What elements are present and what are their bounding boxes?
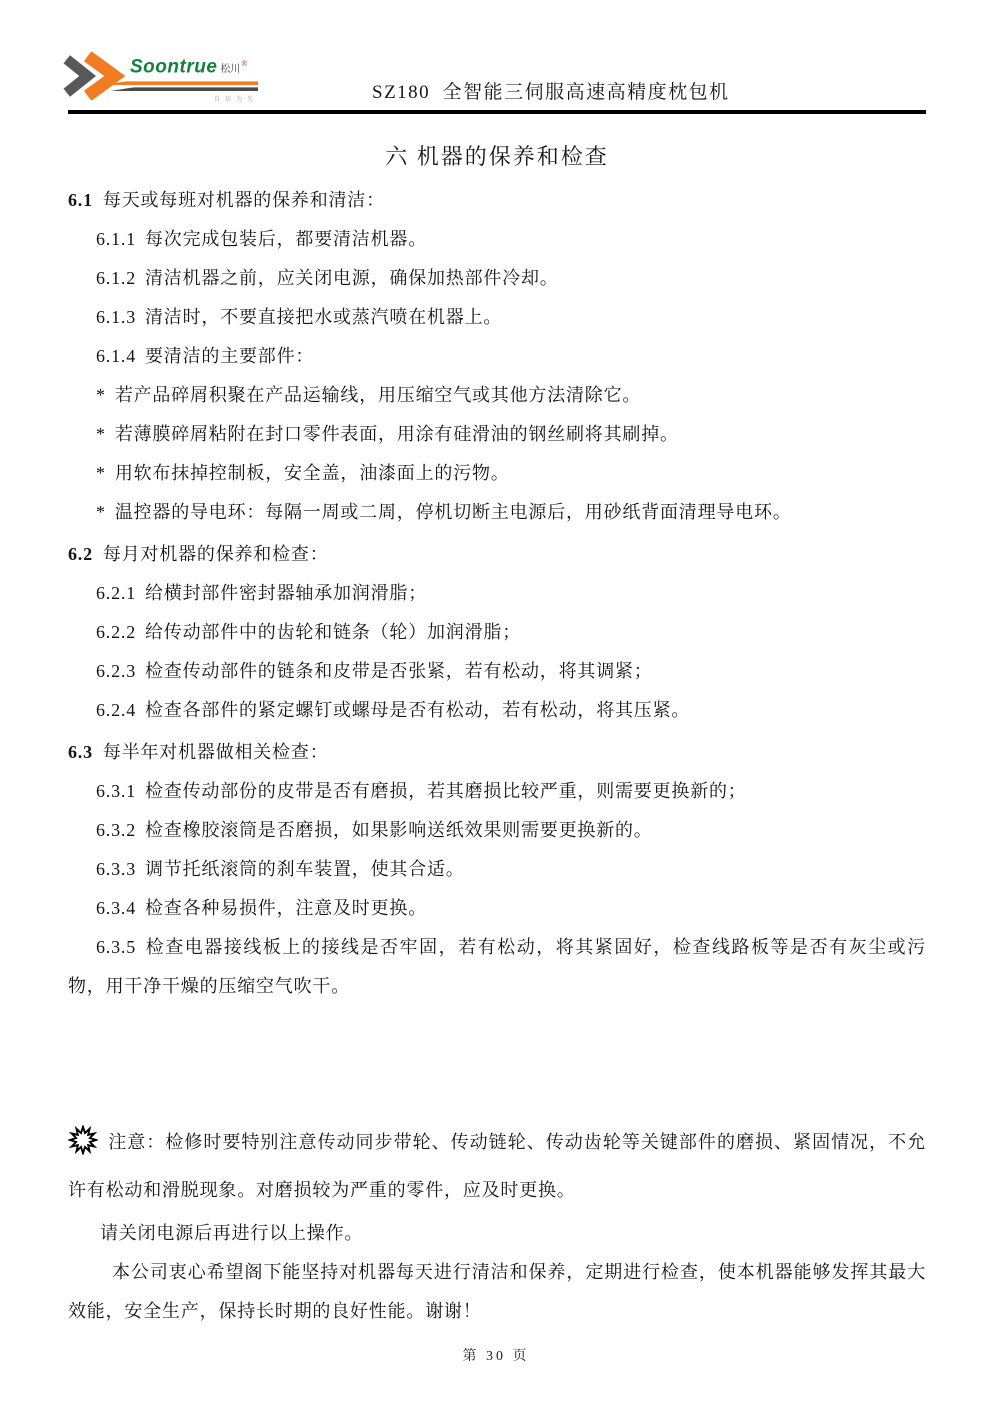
item-text: 检查传动部份的皮带是否有磨损，若其磨损比较严重，则需要更换新的； — [145, 781, 747, 801]
item-number: 6.3.2 — [96, 820, 136, 840]
logo-bar-gray — [108, 87, 258, 91]
section-number: 6.3 — [68, 742, 93, 762]
list-item — [68, 811, 926, 850]
item-text: 给传动部件中的齿轮和链条（轮）加润滑脂； — [145, 622, 521, 642]
item-text: 调节托纸滚筒的刹车装置，使其合适。 — [145, 859, 465, 879]
section-heading-6-1 — [68, 181, 926, 220]
page-header — [0, 0, 992, 114]
list-item — [68, 652, 926, 691]
item-text: 每次完成包装后，都要清洁机器。 — [145, 229, 427, 249]
logo-slogan: 自信为先 — [213, 97, 258, 104]
item-number: 6.3.4 — [96, 898, 136, 918]
logo-bar-orange — [100, 81, 258, 85]
item-text: 温控器的导电环：每隔一周或二周，停机切断主电源后，用砂纸背面清理导电环。 — [114, 502, 792, 522]
section-heading-6-3 — [68, 733, 926, 772]
soontrue-logo — [60, 52, 258, 103]
list-item — [68, 850, 926, 889]
list-item — [68, 928, 926, 1006]
item-number: 6.3.3 — [96, 859, 136, 879]
list-item — [68, 259, 926, 298]
item-number: 6.2.4 — [96, 700, 136, 720]
item-text: 给横封部件密封器轴承加润滑脂； — [145, 583, 427, 603]
item-number: 6.2.2 — [96, 622, 136, 642]
list-item — [68, 337, 926, 376]
section-heading-text: 每半年对机器做相关检查： — [102, 742, 329, 762]
list-item — [68, 298, 926, 337]
brand-wordmark — [130, 54, 258, 80]
list-item — [68, 574, 926, 613]
list-item — [68, 889, 926, 928]
list-item — [68, 691, 926, 730]
item-text: 检查电器接线板上的接线是否牢固，若有松动，将其紧固好，检查线路板等是否有灰尘或污物，用干净干燥的压缩空气吹干。 — [68, 937, 926, 996]
logo-chevrons-icon — [60, 52, 132, 100]
item-number: 6.1.3 — [96, 307, 136, 327]
item-text: 检查各种易损件，注意及时更换。 — [145, 898, 427, 918]
bullet-asterisk: * — [96, 502, 106, 522]
item-text: 检查橡胶滚筒是否磨损，如果影响送纸效果则需要更换新的。 — [145, 820, 653, 840]
list-item — [68, 613, 926, 652]
item-number: 6.1.1 — [96, 229, 136, 249]
logo-wordmark-block — [130, 52, 258, 103]
item-text: 要清洁的主要部件： — [145, 346, 315, 366]
item-number: 6.1.4 — [96, 346, 136, 366]
item-number: 6.3.5 — [96, 937, 136, 957]
bullet-asterisk: * — [96, 385, 106, 405]
item-text: 用软布抹掉控制板，安全盖，油漆面上的污物。 — [114, 463, 510, 483]
item-number: 6.1.2 — [96, 268, 136, 288]
brand-name-cn: 松川 — [220, 64, 241, 76]
item-number: 6.2.3 — [96, 661, 136, 681]
bullet-asterisk: * — [96, 463, 106, 483]
item-text: 检查各部件的紧定螺钉或螺母是否有松动，若有松动，将其压紧。 — [145, 700, 691, 720]
page-title: 六 机器的保养和检查 — [385, 144, 609, 169]
list-item — [68, 772, 926, 811]
section-heading-text: 每月对机器的保养和检查： — [102, 544, 329, 564]
closing-paragraph: 本公司衷心希望阁下能坚持对机器每天进行清洁和保养，定期进行检查，使本机器能够发挥其最大效能，安全生产，保持长时期的良好性能。谢谢！ — [68, 1262, 926, 1321]
list-item — [68, 454, 926, 493]
list-item — [68, 220, 926, 259]
list-item — [68, 415, 926, 454]
item-text: 若薄膜碎屑粘附在封口零件表面，用涂有硅滑油的钢丝刷将其刷掉。 — [114, 424, 679, 444]
page-content — [68, 140, 926, 1331]
item-text: 清洁机器之前，应关闭电源，确保加热部件冷却。 — [145, 268, 559, 288]
item-text: 清洁时，不要直接把水或蒸汽喷在机器上。 — [145, 307, 503, 327]
section-number: 6.1 — [68, 190, 93, 210]
power-off-note: 请关闭电源后再进行以上操作。 — [100, 1223, 364, 1243]
list-item — [68, 376, 926, 415]
section-number: 6.2 — [68, 544, 93, 564]
item-number: 6.3.1 — [96, 781, 136, 801]
item-text: 若产品碎屑积聚在产品运输线，用压缩空气或其他方法清除它。 — [114, 385, 642, 405]
brand-name: Soontrue — [130, 56, 218, 78]
burst-icon — [68, 1125, 98, 1155]
section-heading-text: 每天或每班对机器的保养和清洁： — [102, 190, 385, 210]
item-number: 6.2.1 — [96, 583, 136, 603]
section-heading-6-2 — [68, 535, 926, 574]
header-rule — [68, 110, 926, 114]
list-item — [68, 493, 926, 532]
item-text: 检查传动部件的链条和皮带是否张紧，若有松动，将其调紧； — [145, 661, 653, 681]
warning-text: 注意：检修时要特别注意传动同步带轮、传动链轮、传动齿轮等关键部件的磨损、紧固情况，不允许有松动和滑脱现象。对磨损较为严重的零件，应及时更换。 — [68, 1132, 926, 1200]
warning-note — [68, 1118, 926, 1214]
bullet-asterisk: * — [96, 424, 106, 444]
page-footer — [0, 1345, 992, 1365]
page-number: 第 30 页 — [462, 1349, 530, 1364]
registered-mark-icon: ® — [241, 59, 248, 68]
document-title: SZ180 全智能三伺服高速高精度枕包机 — [372, 82, 730, 103]
